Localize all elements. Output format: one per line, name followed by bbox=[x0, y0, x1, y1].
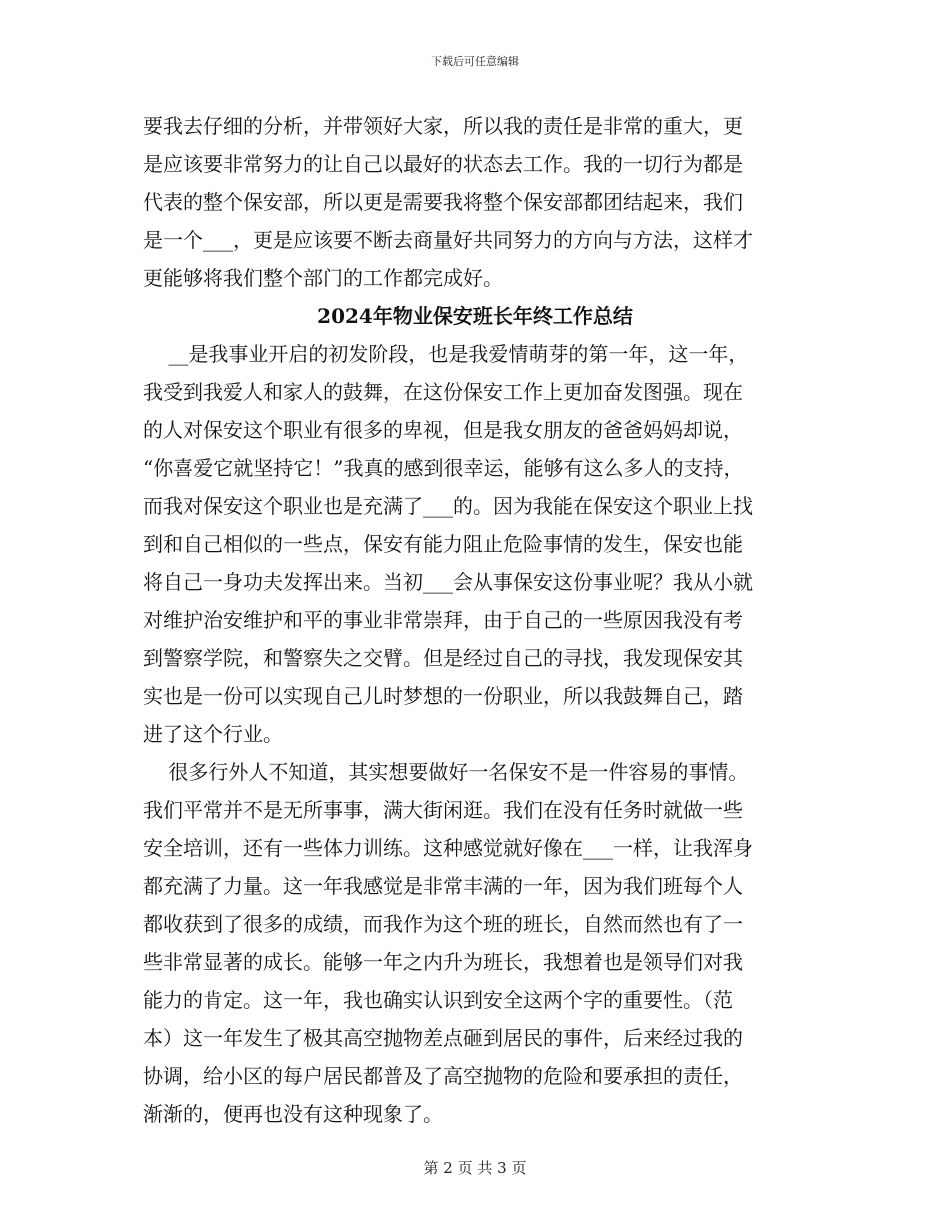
text-line: 代表的整个保安部，所以更是需要我将整个保安部都团结起来，我们 bbox=[143, 190, 743, 214]
text-line: 到和自己相似的一些点，保安有能力阻止危险事情的发生，保安也能 bbox=[143, 532, 743, 556]
text-line: 协调，给小区的每户居民都普及了高空抛物的危险和要承担的责任， bbox=[143, 1064, 743, 1088]
text-line: 要我去仔细的分析，并带领好大家，所以我的责任是非常的重大，更 bbox=[143, 114, 743, 138]
text-line: 到警察学院，和警察失之交臂。但是经过自己的寻找，我发现保安其 bbox=[143, 646, 743, 670]
text-line: 是一个___，更是应该要不断去商量好共同努力的方向与方法，这样才 bbox=[143, 228, 753, 252]
text-line: 将自己一身功夫发挥出来。当初___会从事保安这份事业呢？我从小就 bbox=[143, 570, 753, 594]
document-title: 2024年物业保安班长年终工作总结 bbox=[317, 304, 633, 328]
text-line: 本）这一年发生了极其高空抛物差点砸到居民的事件，后来经过我的 bbox=[143, 1026, 743, 1050]
text-line: 我们平常并不是无所事事，满大街闲逛。我们在没有任务时就做一些 bbox=[143, 798, 743, 822]
text-line: 能力的肯定。这一年，我也确实认识到安全这两个字的重要性。（范 bbox=[143, 988, 733, 1012]
text-line: 实也是一份可以实现自己儿时梦想的一份职业，所以我鼓舞自己，踏 bbox=[143, 684, 743, 708]
text-line: 很多行外人不知道，其实想要做好一名保安不是一件容易的事情。 bbox=[143, 760, 749, 784]
text-line: 些非常显著的成长。能够一年之内升为班长，我想着也是领导们对我 bbox=[143, 950, 743, 974]
text-line: __是我事业开启的初发阶段，也是我爱情萌芽的第一年，这一年， bbox=[143, 342, 749, 366]
text-line: 进了这个行业。 bbox=[143, 722, 283, 746]
text-line: 都充满了力量。这一年我感觉是非常丰满的一年，因为我们班每个人 bbox=[143, 874, 743, 898]
text-line: 更能够将我们整个部门的工作都完成好。 bbox=[143, 266, 503, 290]
text-line: 而我对保安这个职业也是充满了___的。因为我能在保安这个职业上找 bbox=[143, 494, 753, 518]
text-line: 安全培训，还有一些体力训练。这种感觉就好像在___一样，让我浑身 bbox=[143, 836, 753, 860]
text-line: 是应该要非常努力的让自己以最好的状态去工作。我的一切行为都是 bbox=[143, 152, 743, 176]
text-line: 都收获到了很多的成绩，而我作为这个班的班长，自然而然也有了一 bbox=[143, 912, 743, 936]
text-line: 渐渐的，便再也没有这种现象了。 bbox=[143, 1102, 443, 1126]
text-line: 的人对保安这个职业有很多的卑视，但是我女朋友的爸爸妈妈却说， bbox=[143, 418, 743, 442]
page-header: 下载后可任意编辑 bbox=[431, 55, 519, 68]
text-line: 我受到我爱人和家人的鼓舞，在这份保安工作上更加奋发图强。现在 bbox=[143, 380, 743, 404]
page-footer: 第 2 页 共 3 页 bbox=[423, 1159, 527, 1177]
text-line: 对维护治安维护和平的事业非常崇拜，由于自己的一些原因我没有考 bbox=[143, 608, 743, 632]
text-line: “你喜爱它就坚持它！”我真的感到很幸运，能够有这么多人的支持， bbox=[143, 456, 744, 480]
